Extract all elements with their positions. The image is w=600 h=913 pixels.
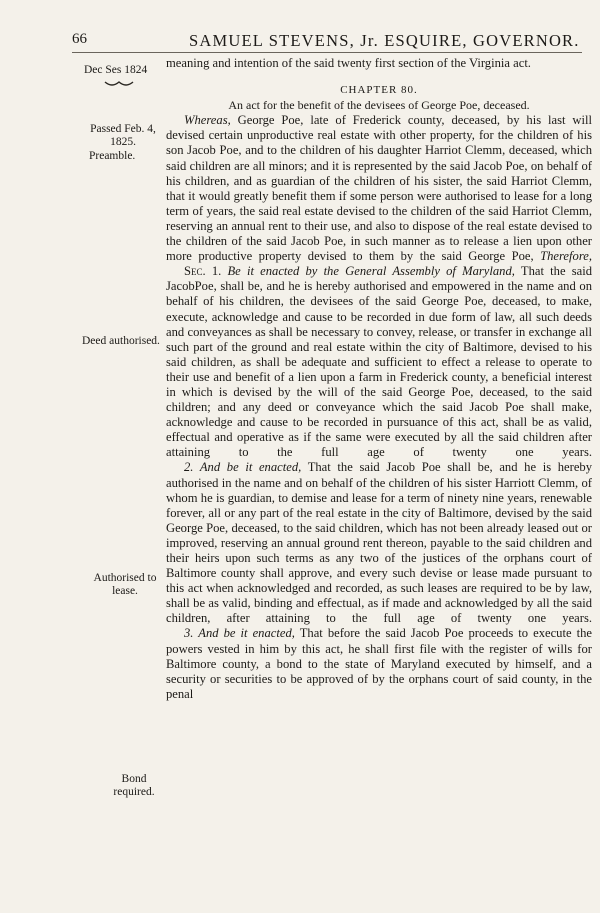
margin-note-bond: Bond required. bbox=[113, 773, 155, 798]
preamble-therefore: Therefore, bbox=[540, 249, 592, 264]
page-number: 66 bbox=[72, 31, 87, 47]
section-2-body: That the said Jacob Poe shall be, and he is hereby authorised in the name and on behalf of the children of his sister Harriott Clemm, of whom he is guardian, to demise and lease for a term of ninety nine years, renewable forever, all or any part of the real estate in the city of Baltimore, devised by the said George Poe, deceased, to the said children, which has not been already leased out or improved, reserving an annual ground rent thereon, payable to the said children and their heirs upon such terms as any two of the justices of the orphans court of Baltimore county shall approve, and every such devise or lease made pursuant to this act when acknowledged and recorded, as such leases are required to be by law, shall be as valid, binding and effectual, as if made and acknowledged by all the said children, after attaining to the full age of twenty one years. bbox=[166, 460, 592, 626]
margin-note-session: Dec Ses 1824 bbox=[84, 64, 148, 76]
section-3-paragraph bbox=[166, 626, 592, 701]
margin-note-passed: Passed Feb. 4, 1825. bbox=[90, 123, 156, 148]
body-text bbox=[166, 56, 592, 702]
section-2-label: 2. And be it enacted, bbox=[184, 460, 302, 475]
header-rule bbox=[72, 52, 582, 53]
section-1-body: That the said JacobPoe, shall be, and he is hereby authorised and empowered in the name and on behalf of his children, the devisees of the said George Poe, deceased, to make, execute, acknowledge and cause to be recorded in due form of law, all such deeds and conveyances as shall be necessary to convey, release, or transfer in exchange all such part of the ground and real estate within the city of Baltimore, devised to his said children, as shall be adequate and sufficient to effect a release to operate to their use and benefit of a lien upon a farm in Frederick county, a beneficial interest in which is devised by the will of the said George Poe, deceased, to the said children; and any deed or conveyance which the said Jacob Poe shall make, acknowledge and cause to be recorded in pursuance of this act, shall be as valid, effectual and operative as if the same were executed by all the said children after attaining to the full age of twenty one years. bbox=[166, 264, 593, 460]
margin-note-preamble: Preamble. bbox=[89, 150, 136, 162]
chapter-heading: CHAPTER 80. bbox=[340, 84, 418, 97]
running-head: SAMUEL STEVENS, Jr. ESQUIRE, GOVERNOR. bbox=[189, 31, 580, 50]
preamble-whereas: Whereas, bbox=[184, 113, 231, 128]
margin-note-deed: Deed authorised. bbox=[82, 335, 160, 347]
margin-note-authorised: Authorised to lease. bbox=[93, 572, 157, 597]
continuation-paragraph: meaning and intention of the said twenty first section of the Virginia act. bbox=[166, 56, 531, 70]
brace-mark bbox=[104, 78, 134, 88]
preamble-body: George Poe, late of Frederick county, deceased, by his last will devised certain unproductive real estate with other property, for the children of his son Jacob Poe, and to the children of his daughter Harriot Clemm, deceased, which said children are all minors; and it is represented by the said Jacob Poe, on behalf of his children, and as guardian of the children of his sister, the said Harriot Clemm, that it would greatly benefit them if some person were authorised to lease for a long term of years, the said real estate devised to the children of the said Harriot Clemm, reserving an annual rent to their use, and also to dispose of the real estate devised to the children of the said Jacob Poe, in such manner as to release a lien upon other more productive property devised to them by the said George Poe, bbox=[166, 113, 592, 264]
section-3-label: 3. And be it enacted, bbox=[184, 626, 295, 641]
section-2-paragraph bbox=[166, 460, 592, 626]
act-title: An act for the benefit of the devisees of George Poe, deceased. bbox=[228, 98, 530, 113]
section-1-label: Sec. 1. bbox=[184, 264, 222, 279]
section-1-enacting-clause: Be it enacted by the General Assembly of Maryland, bbox=[221, 264, 515, 279]
section-1-paragraph bbox=[166, 264, 592, 460]
section-3-body: That before the said Jacob Poe proceeds to execute the powers vested in him by this act, he shall first file with the register of wills for Baltimore county, a bond to the state of Maryland executed by himself, and a security or securities to be approved of by the orphans court of said county, in the penal bbox=[166, 626, 592, 701]
preamble-paragraph bbox=[166, 113, 592, 264]
